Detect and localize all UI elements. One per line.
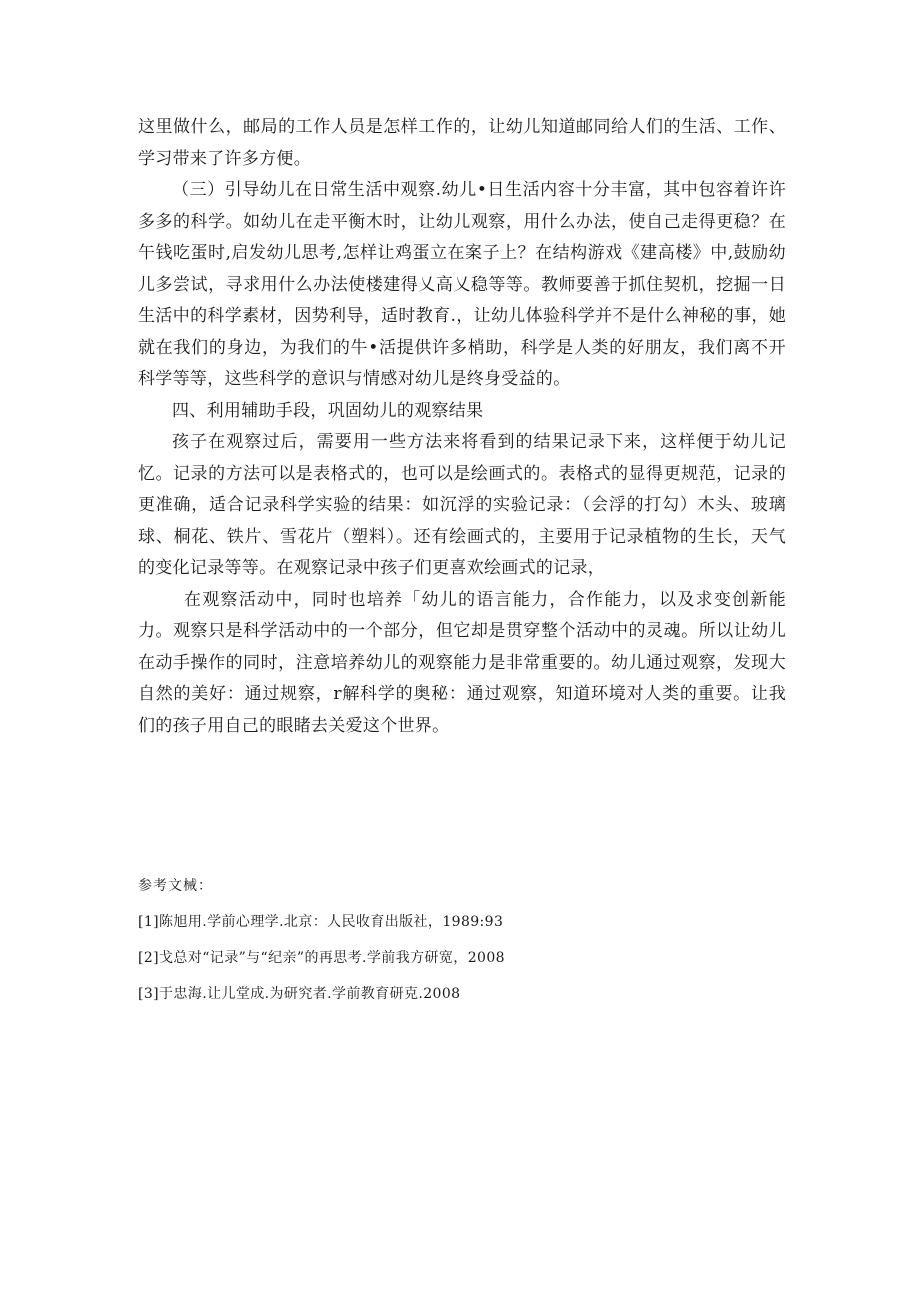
paragraph-daily-life-observation: （三）引导幼儿在日常生活中观察.幼儿•日生活内容十分丰富，其中包容着许许多多的科学。如幼儿在走平衡木时，让幼儿观察，用什么办法，使自己走得更稳？在午钱吃蛋时,启发幼儿思考,怎样让鸡蛋立在案子上？在结构游戏《建高楼》中,鼓励幼儿多尝试，寻求用什么办法使楼建得乂高乂稳等等。教师要善于抓住契机，挖掘一日生活中的科学素材，因势利导，适时教育.，让幼儿体验科学并不是什么神秘的事，她就在我们的身边，为我们的牛•活提供许多梢助，科学是人类的好朋友，我们离不开科学等等，这些科学的意识与情感对幼儿是终身受益的。 (138, 180, 786, 389)
paragraph-conclusion: 在观察活动中，同时也培养「幼儿的语言能力，合作能力，以及求变创新能力。观察只是科学活动中的一个部分，但它却是贯穿整个活动中的灵魂。所以让幼儿在动手操作的同时，注意培养幼儿的观察能力是非常重要的。幼儿通过观察，发现大自然的美好：通过规察，r解科学的奥秘：通过观察，知道环境对人类的重要。让我们的孩子用自己的眼睹去关爱这个世界。 (138, 589, 786, 736)
references-section (138, 876, 786, 1020)
section-heading-4: 四、利用辅助手段，巩固幼儿的观察结果 (172, 400, 484, 421)
reference-item-1: [1]陈旭用.学前心理学.北京：人民收育出版社，1989:93 (138, 914, 504, 930)
references-title: 参考文械： (138, 878, 213, 894)
body-text (138, 112, 786, 742)
reference-item-2: [2]戈总对“记录”与“纪亲”的再思考.学前我方研宽，2008 (138, 950, 505, 966)
paragraph-recording-methods: 孩子在观察过后，需要用一些方法来将看到的结果记录下来，这样便于幼儿记忆。记录的方法可以是表格式的，也可以是绘画式的。表格式的显得更规范，记录的更准确，适合记录科学实验的结果：如沉浮的实验记录：（会浮的打勾）木头、玻璃球、桐花、铁片、雪花片（塑料）。还有绘画式的，主要用于记录植物的生长，天气的变化记录等等。在观察记录中孩子们更喜欢绘画式的记录， (138, 432, 786, 578)
reference-item-3: [3]于忠海.让儿堂成.为研究者.学前教育研克.2008 (138, 986, 461, 1002)
paragraph-continuation: 这里做什么，邮局的工作人员是怎样工作的，让幼儿知道邮同给人们的生活、工作、学习带来了许多方便。 (138, 117, 786, 169)
